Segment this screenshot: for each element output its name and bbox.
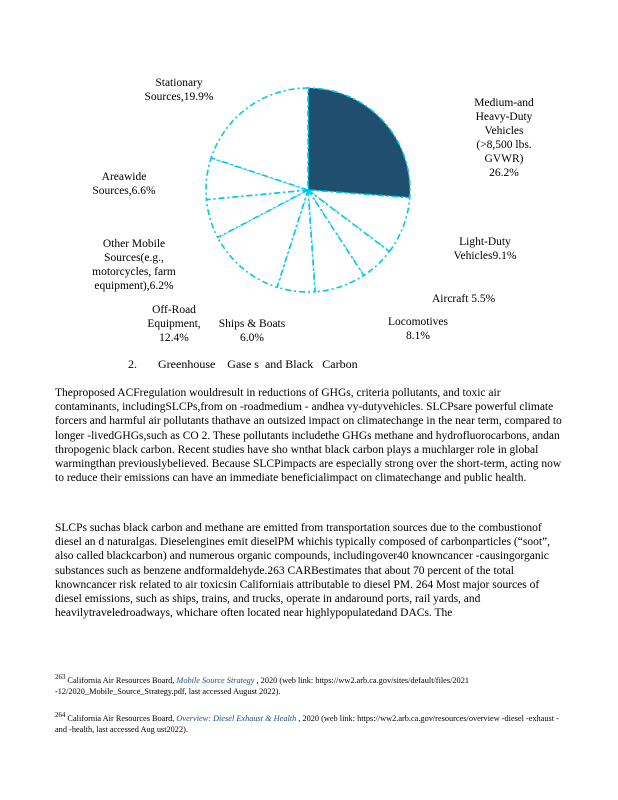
label-stationary: Stationary Sources,19.9% [144, 77, 214, 103]
label-areawide: Areawide Sources,6.6% [92, 171, 156, 197]
section-heading: 2. Greenhouse Gase s and Black Carbon [128, 357, 358, 371]
footnote-text: California Air Resources Board, [65, 675, 177, 685]
label-ships-boats: Ships & Boats 6.0% [218, 318, 286, 344]
label-medium-heavy-duty: Medium-and Heavy-Duty Vehicles (>8,500 lbs. GVWR) 26.2% [474, 97, 534, 179]
label-aircraft: Aircraft 5.5% [432, 293, 496, 305]
pie-slice-medium-and-heavy-duty-vehicles-8-500-lbs-gvwr [308, 88, 410, 198]
footnote-263 [55, 672, 567, 697]
label-off-road: Off-Road Equipment, 12.4% [147, 304, 201, 344]
footnote-number: 263 [55, 674, 66, 681]
paragraph-2: SLCPs suchas black carbon and methane are emitted from transportation sources due to the combustionof diesel an d naturalgas. Dieselengines emit dieselPM whichis typically composed of carbonparticles (“soot”, also called blackcarbon) and numerous organic compounds, includingover40 knowncancer -causingorganic substances such as benzene andformaldehyde.263 CARBestimates that about 70 percent of the total knowncancer risk related to air toxicsin Californiais attributable to diesel PM. 264 Most major sources of diesel emissions, such as ships, trains, and trucks, operate in andaround ports, rail yards, and heavilytraveledroadways, whichare often located near highlypopulatedand DACs. The [55, 522, 550, 620]
label-other-mobile: Other Mobile Sources(e.g., motorcycles, farm equipment),6.2% [92, 238, 176, 292]
footnote-text: , 2020 (web link: https://ww2.arb.ca.gov/sites/default/files/2021 -12/2020_Mobile_Source_Strategy.pdf, last accessed August 2022). [55, 675, 469, 696]
footnote-264 [55, 710, 567, 735]
footnote-title: Overview: Diesel Exhaust & Health [176, 713, 297, 723]
label-locomotives: Locomotives 8.1% [387, 316, 449, 342]
footnote-number: 264 [55, 712, 66, 719]
footnote-text: , 2020 (web link: https://ww2.arb.ca.gov/resources/overview -diesel -exhaust -and -health, last accessed Aug ust2022). [55, 713, 559, 734]
footnote-title: Mobile Source Strategy [176, 675, 255, 685]
footnote-text: California Air Resources Board, [65, 713, 177, 723]
paragraph-1: Theproposed ACFregulation wouldresult in reductions of GHGs, criteria pollutants, and toxic air contaminants, includingSLCPs,from on -roadmedium - andhea vy-dutyvehicles. SLCPsare powerful climate forcers and harmful air pollutants thathave an outsized impact on climatechange in the near term, compared to longer -livedGHGs,such as CO 2. These pollutants includethe GHGs methane and hydrofluorocarbons, andan thropogenic black carbon. Recent studies have sho wnthat black carbon plays a muchlarger role in global warmingthan previouslybelieved. Because SLCPimpacts are especially strong over the short-term, acting now to reduce their emissions can have an immediate beneficialimpact on climatechange and public health. [55, 387, 562, 485]
label-light-duty: Light-Duty Vehicles9.1% [453, 236, 517, 262]
